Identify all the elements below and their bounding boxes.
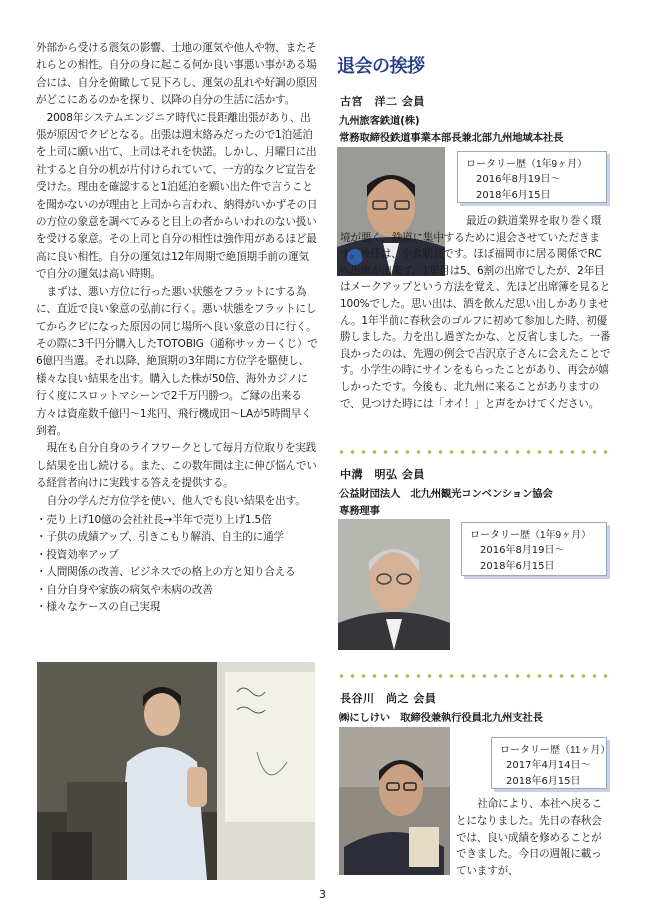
list-item: ・人間関係の改善、ビジネスでの格上の方と知り合える <box>36 566 296 579</box>
divider <box>336 673 608 679</box>
member-message: 最近の鉄道業界を取り巻く環境が悪く、鉄道に集中するために退会させていただきます。後任は、小倉駅長です。ほぼ福岡市に居る関係でRCへ出席が出来ず、1年目は5、6割の出席でしたが、2年目はメークアップという方法を覚え、先ほど出席簿を見ると100%でした。思い出は、酒を飲んだ思い出しかありません。1年半前に春秋会のゴルフに初めて参加した時、初優勝しました。力を出し過ぎたかな、と反省しました。一番良かったのは、先週の例会で吉沢京子さんに会えたことです。小学生の時にサインをもらったことがあり、再会が嬉しかったです。今後も、北九州に来ることがありますので、見つけた時には「オイ！」と声をかけてください。 <box>340 215 611 410</box>
history-end: 2018年6月15日 <box>476 190 551 201</box>
member-name: 長谷川 尚之 会員 <box>340 692 437 705</box>
member-company: ㈱にしけい 取締役兼執行役員北九州支社長 <box>339 712 543 724</box>
member-name: 古宮 洋二 会員 <box>340 95 425 108</box>
member-title: 常務取締役鉄道事業本部長兼北部九州地域本社長 <box>339 132 564 144</box>
list-item: ・子供の成績アップ、引きこもり解消、自主的に通学 <box>36 531 284 544</box>
history-title: ロータリー歴（11ヶ月） <box>500 745 611 756</box>
rotary-history-box <box>457 151 607 203</box>
history-start: 2017年4月14日～ <box>506 760 591 771</box>
member-portrait <box>339 727 450 875</box>
member-company: 九州旅客鉄道(株) <box>339 115 420 127</box>
member-message: 社命により、本社へ戻ることになりました。先日の春秋会では、良い成績を修めることができました。今日の週報に載っていますが、 <box>456 798 602 878</box>
member-company: 公益財団法人 北九州観光コンベンション協会 <box>339 488 553 500</box>
list-item: ・投資効率アップ <box>36 548 119 561</box>
history-title: ロータリー歴（1年9ヶ月） <box>466 159 588 170</box>
history-start: 2016年8月19日～ <box>476 174 561 185</box>
divider <box>336 449 608 455</box>
rotary-history-box <box>461 522 607 576</box>
member-title: 専務理事 <box>339 505 380 517</box>
history-end: 2018年6月15日 <box>506 776 581 787</box>
paragraph: 2008年システムエンジニア時代に長距離出張があり、出張が原因でクビとなる。出張は週末絡みだったので1泊延泊を上司に願い出て、上司はそれを快諾。しかし、月曜日に出社すると自分の机が片付けられていて、一方的なクビ宣告を受けた。理由を確認すると1泊延泊を願い出た件で言うことを聞かないのが理由と上司から言われ、納得がいかずその日の方位の象意を調べてみると目上の者からいわれのない扱いを受ける象意。その上司と自分の相性は強作用があるほど最高に良い相性。自分の運気は12年周期で絶頂期手前の運気で自分の運気は高い時期。 <box>36 111 318 281</box>
list-item: ・売り上げ10億の会社社長→半年で売り上げ1.5倍 <box>36 513 272 526</box>
list-item: ・様々なケースの自己実現 <box>36 601 161 613</box>
history-title: ロータリー歴（1年9ヶ月） <box>470 530 592 541</box>
paragraph: まずは、悪い方位に行った悪い状態をフラットにする為に、直近で良い象意の弘前に行く。悪い状態をフラットにしてからクビになった原因の同じ場所へ良い象意の日に行く。その際に3千円分購入したTOTOBIG（通称サッカーくじ）で6億円当選。それ以降、絶頂期の3年間に方位学を駆使し、様々な良い結果を出す。購入した株が50倍、海外カジノに行く度にスロットマシーンで2千万円勝つ。ご縁の出来る方々は資産数千億円～1兆円、飛行機成田～LAが5時間早く到着。 <box>36 285 318 437</box>
history-end: 2018年6月15日 <box>480 561 555 572</box>
page-number: 3 <box>319 888 326 901</box>
article-text <box>36 40 318 616</box>
member-portrait <box>338 519 450 650</box>
speaker-photo <box>37 662 315 880</box>
rotary-history-box <box>491 737 611 789</box>
history-start: 2016年8月19日～ <box>480 545 565 556</box>
paragraph: 現在も自分自身のライフワークとして毎月方位取りを実践し結果を出し続ける。また、この数年間は主に伸び悩んでいる経営者向けに実践する答えを提供する。 <box>36 442 317 490</box>
section-title: 退会の挨拶 <box>337 56 425 77</box>
paragraph: 外部から受ける震気の影響、土地の運気や他人や物、またそれらとの相性。自分の身に起こる何か良い事悪い事がある場合には、自分を俯瞰して見下ろし、運気の乱れや好調の原因がどこにあるのかを探り、以降の自分の生活に活かす。 <box>36 42 317 107</box>
result-list <box>36 512 318 616</box>
paragraph: 自分の学んだ方位学を使い、他人でも良い結果を出す。 <box>46 494 306 507</box>
list-item: ・自分自身や家族の病気や未病の改善 <box>36 583 213 596</box>
member-name: 中溝 明弘 会員 <box>340 468 425 481</box>
